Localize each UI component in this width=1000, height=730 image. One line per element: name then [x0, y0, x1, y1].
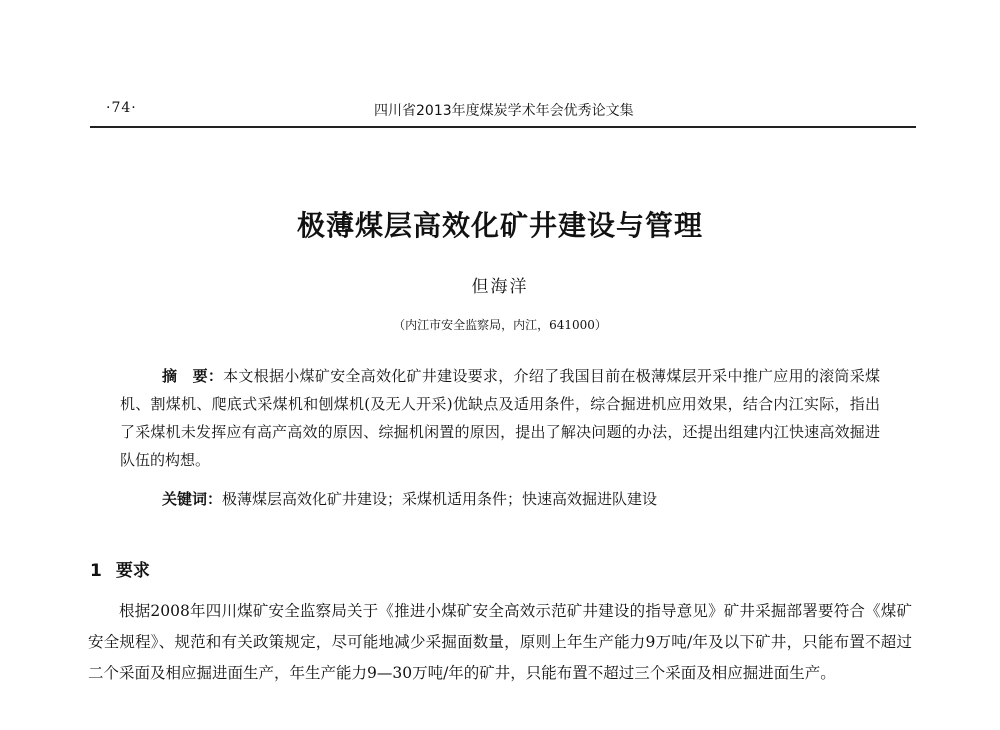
body-paragraph: 根据2008年四川煤矿安全监察局关于《推进小煤矿安全高效示范矿井建设的指导意见》矿井采掘部署要符合《煤矿安全规程》、规范和有关政策规定，尽可能地减少采掘面数量，原则上年生产能力9万吨/年及以下矿井，只能布置不超过二个采面及相应掘进面生产，年生产能力9—30万吨/年的矿井，只能布置不超过三个采面及相应掘进面生产。: [88, 602, 912, 682]
section-number: 1: [90, 561, 102, 581]
section-heading: [90, 556, 150, 581]
keywords-text: 极薄煤层高效化矿井建设；采煤机适用条件；快速高效掘进队建设: [222, 490, 658, 508]
keywords: [162, 485, 882, 513]
running-header: [90, 96, 916, 128]
running-title: 四川省2013年度煤炭学术年会优秀论文集: [374, 103, 634, 119]
page-number: ·74·: [106, 100, 137, 116]
abstract-text: 本文根据小煤矿安全高效化矿井建设要求，介绍了我国目前在极薄煤层开采中推广应用的滚筒采煤机、割煤机、爬底式采煤机和刨煤机(及无人开采)优缺点及适用条件，综合掘进机应用效果，结合内江实际，指出了采煤机未发挥应有高产高效的原因、综掘机闲置的原因，提出了解决问题的办法，还提出组建内江快速高效掘进队伍的构想。: [120, 367, 880, 469]
abstract: [120, 362, 880, 474]
paper-author: 但海洋: [471, 277, 529, 297]
paper-title: 极薄煤层高效化矿井建设与管理: [296, 209, 703, 242]
section-title: 要求: [115, 561, 150, 581]
keywords-label: 关键词：: [162, 490, 223, 508]
author-affiliation: （内江市安全监察局，内江，641000）: [393, 318, 607, 332]
abstract-label: 摘 要：: [162, 367, 224, 385]
